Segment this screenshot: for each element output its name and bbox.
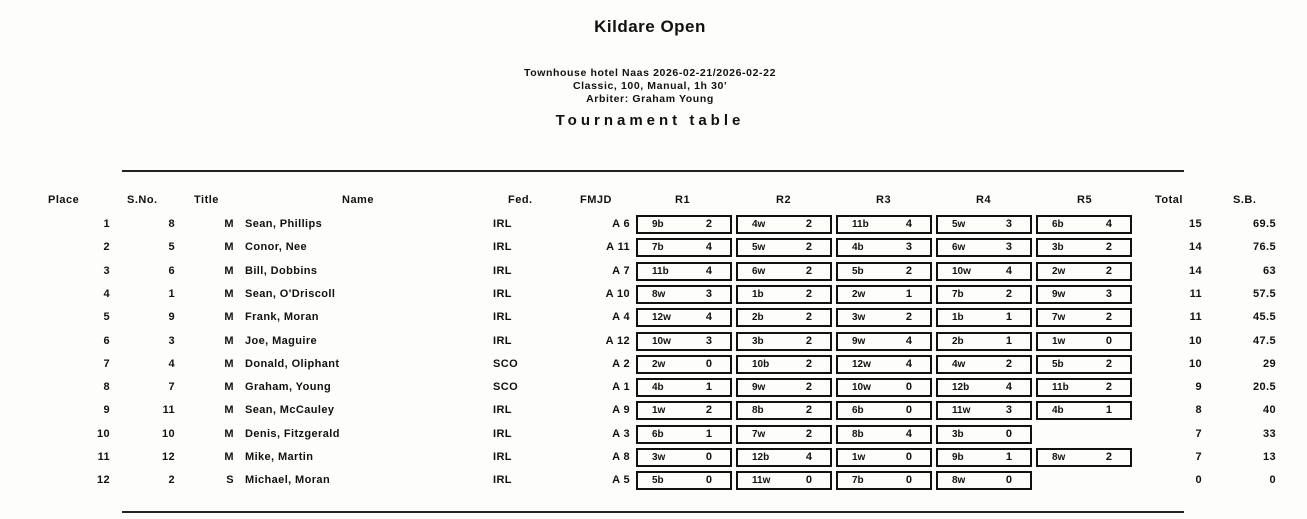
round-opponent: 10w <box>652 335 671 347</box>
fmjd-cell: A 1 <box>612 381 630 394</box>
round-points: 4 <box>905 334 912 347</box>
round-result <box>836 332 932 351</box>
round-result <box>1036 332 1132 351</box>
fmjd-cell: A 2 <box>612 357 630 370</box>
round-points: 3 <box>705 334 712 347</box>
place-cell: 10 <box>96 427 110 440</box>
round-opponent: 2b <box>752 312 764 324</box>
sno-cell: 11 <box>162 404 175 417</box>
round-points: 3 <box>1005 404 1012 417</box>
sb-cell: 69.5 <box>1252 218 1276 230</box>
round-points: 2 <box>905 264 912 277</box>
fmjd-cell: A 9 <box>612 404 630 417</box>
total-cell: 8 <box>1195 404 1202 417</box>
round-result <box>736 471 832 490</box>
round-points: 0 <box>1105 334 1112 347</box>
round-points: 4 <box>905 357 912 370</box>
round-opponent: 1b <box>952 312 964 324</box>
place-cell: 9 <box>103 404 110 417</box>
federation-cell: IRL <box>493 427 512 440</box>
sno-cell: 8 <box>168 218 175 230</box>
round-result <box>636 378 732 397</box>
round-opponent: 8w <box>1052 452 1066 463</box>
sb-cell: 20.5 <box>1252 381 1276 394</box>
sno-cell: 7 <box>168 381 175 394</box>
total-cell: 7 <box>1195 427 1202 440</box>
total-cell: 9 <box>1195 381 1202 394</box>
round-result <box>736 215 832 234</box>
round-result <box>836 355 932 374</box>
round-points: 2 <box>805 334 812 347</box>
round-result <box>1036 448 1132 467</box>
round-opponent: 12b <box>952 382 970 394</box>
total-cell: 11 <box>1189 311 1202 324</box>
round-points: 2 <box>805 241 812 254</box>
round-result <box>936 448 1032 467</box>
round-opponent: 8w <box>952 475 966 487</box>
round-result <box>636 215 732 234</box>
round-result <box>936 425 1032 444</box>
title-cell: M <box>224 381 234 394</box>
round-result <box>836 238 932 257</box>
round-opponent: 3b <box>952 428 964 440</box>
round-opponent: 7b <box>952 288 964 300</box>
round-result <box>936 285 1032 304</box>
round-points: 4 <box>1005 381 1012 394</box>
round-points: 1 <box>705 381 712 394</box>
sno-cell: 2 <box>168 474 175 487</box>
federation-cell: IRL <box>493 311 512 324</box>
bottom-rule <box>122 511 1184 513</box>
round-opponent: 5w <box>752 242 766 254</box>
round-points: 4 <box>905 427 912 440</box>
fmjd-cell: A 8 <box>612 451 630 463</box>
total-cell: 7 <box>1195 451 1202 463</box>
round-opponent: 4b <box>652 382 664 394</box>
round-opponent: 6b <box>1052 219 1064 230</box>
round-points: 2 <box>805 381 812 394</box>
round-result <box>936 238 1032 257</box>
round-opponent: 9w <box>1052 288 1066 300</box>
total-cell: 0 <box>1195 474 1202 487</box>
sb-cell: 45.5 <box>1252 311 1276 324</box>
header-fmjd: FMJD <box>580 194 612 206</box>
round-opponent: 11b <box>852 219 869 230</box>
place-cell: 12 <box>96 474 110 487</box>
round-opponent: 2b <box>952 335 964 347</box>
round-points: 3 <box>1005 218 1012 230</box>
round-result <box>736 425 832 444</box>
sno-cell: 12 <box>161 451 175 463</box>
round-opponent: 6w <box>752 265 766 277</box>
round-points: 1 <box>1105 404 1112 417</box>
player-name: Graham, Young <box>245 381 332 394</box>
title-cell: M <box>224 404 234 417</box>
round-points: 0 <box>705 357 712 370</box>
round-opponent: 3w <box>652 452 666 463</box>
sb-cell: 63 <box>1262 264 1276 277</box>
round-opponent: 1w <box>652 405 666 417</box>
sno-cell: 4 <box>168 357 175 370</box>
place-cell: 5 <box>103 311 110 324</box>
total-cell: 11 <box>1189 287 1202 300</box>
round-opponent: 10w <box>952 265 971 277</box>
round-points: 0 <box>1005 427 1012 440</box>
round-result <box>936 308 1032 327</box>
place-cell: 8 <box>103 381 110 394</box>
round-points: 2 <box>805 264 812 277</box>
round-opponent: 8w <box>652 288 666 300</box>
round-points: 0 <box>905 474 912 487</box>
round-opponent: 5b <box>1052 358 1064 370</box>
federation-cell: SCO <box>493 381 519 394</box>
round-points: 3 <box>1005 241 1012 254</box>
round-points: 2 <box>1005 287 1012 300</box>
place-cell: 6 <box>103 334 110 347</box>
round-result <box>836 215 932 234</box>
round-opponent: 3b <box>752 335 764 347</box>
round-opponent: 4b <box>852 242 864 254</box>
round-opponent: 6w <box>952 242 966 254</box>
round-result <box>836 471 932 490</box>
round-result <box>1036 308 1132 327</box>
round-result <box>836 401 932 420</box>
round-result <box>736 355 832 374</box>
round-points: 4 <box>705 264 712 277</box>
arbiter-line: Arbiter: Graham Young <box>586 93 714 105</box>
round-points: 2 <box>805 287 812 300</box>
federation-cell: IRL <box>493 241 512 254</box>
round-result <box>636 471 732 490</box>
round-opponent: 5b <box>852 265 864 277</box>
round-opponent: 11b <box>652 265 669 277</box>
round-result <box>1036 262 1132 281</box>
sb-cell: 76.5 <box>1252 241 1276 254</box>
round-result <box>636 355 732 374</box>
top-rule <box>122 170 1184 172</box>
round-result <box>1036 378 1132 397</box>
player-name: Donald, Oliphant <box>245 357 340 370</box>
round-points: 0 <box>705 451 712 463</box>
round-points: 2 <box>1105 381 1112 394</box>
header-r3: R3 <box>876 194 892 206</box>
round-points: 3 <box>1105 287 1112 300</box>
federation-cell: IRL <box>493 287 512 300</box>
player-name: Bill, Dobbins <box>245 264 318 277</box>
federation-cell: IRL <box>493 474 512 487</box>
total-cell: 10 <box>1188 357 1202 370</box>
place-cell: 1 <box>103 218 110 230</box>
header-total: Total <box>1155 194 1183 206</box>
player-name: Conor, Nee <box>245 241 308 254</box>
round-points: 1 <box>1005 334 1012 347</box>
place-cell: 3 <box>103 264 110 277</box>
player-name: Sean, McCauley <box>245 404 335 417</box>
fmjd-cell: A 3 <box>612 427 630 440</box>
title-cell: M <box>224 218 234 230</box>
round-result <box>836 262 932 281</box>
round-points: 2 <box>1105 357 1112 370</box>
title-cell: M <box>224 287 234 300</box>
total-cell: 10 <box>1188 334 1202 347</box>
round-result <box>636 448 732 467</box>
header-r4: R4 <box>976 194 992 206</box>
round-result <box>736 285 832 304</box>
round-opponent: 4w <box>952 358 966 370</box>
fmjd-cell: A 7 <box>612 264 630 277</box>
round-result <box>736 332 832 351</box>
fmjd-cell: A 4 <box>612 311 630 324</box>
header-sb: S.B. <box>1233 194 1257 206</box>
round-opponent: 12w <box>652 312 671 324</box>
round-points: 2 <box>1105 451 1112 463</box>
header-r2: R2 <box>776 194 792 206</box>
round-points: 4 <box>705 311 712 324</box>
round-points: 2 <box>705 404 712 417</box>
round-points: 0 <box>905 451 912 463</box>
title-cell: M <box>224 451 234 463</box>
round-result <box>636 262 732 281</box>
round-result <box>1036 215 1132 234</box>
round-result <box>836 378 932 397</box>
federation-cell: IRL <box>493 404 512 417</box>
federation-cell: IRL <box>493 334 512 347</box>
round-opponent: 6b <box>652 428 664 440</box>
venue-line: Townhouse hotel Naas 2026-02-21/2026-02-22 <box>523 67 777 79</box>
round-opponent: 9w <box>752 382 766 394</box>
round-points: 4 <box>1105 218 1112 230</box>
round-points: 1 <box>1005 311 1012 324</box>
header-name: Name <box>342 194 374 206</box>
title-cell: M <box>224 264 234 277</box>
round-opponent: 10b <box>752 358 770 370</box>
round-opponent: 2w <box>1052 265 1066 277</box>
round-result <box>736 448 832 467</box>
round-points: 2 <box>1005 357 1012 370</box>
fmjd-cell: A 11 <box>606 241 630 254</box>
format-line: Classic, 100, Manual, 1h 30' <box>572 80 728 92</box>
round-points: 0 <box>705 474 712 487</box>
round-opponent: 7b <box>852 475 864 487</box>
total-cell: 14 <box>1188 241 1202 254</box>
sno-cell: 3 <box>168 334 175 347</box>
round-opponent: 1w <box>852 452 866 463</box>
round-result <box>636 401 732 420</box>
player-name: Frank, Moran <box>245 311 319 324</box>
title-cell: M <box>224 334 234 347</box>
header-r5: R5 <box>1077 194 1093 206</box>
round-result <box>836 308 932 327</box>
round-points: 2 <box>805 311 812 324</box>
round-points: 0 <box>905 404 912 417</box>
round-points: 1 <box>905 287 912 300</box>
round-result <box>936 332 1032 351</box>
sb-cell: 29 <box>1262 357 1276 370</box>
round-result <box>936 355 1032 374</box>
round-opponent: 6b <box>852 405 864 417</box>
round-result <box>736 238 832 257</box>
sno-cell: 9 <box>168 311 175 324</box>
player-name: Denis, Fitzgerald <box>245 427 340 440</box>
sno-cell: 10 <box>161 427 175 440</box>
round-points: 4 <box>1005 264 1012 277</box>
sb-cell: 0 <box>1269 474 1276 487</box>
title-cell: M <box>224 357 234 370</box>
fmjd-cell: A 6 <box>612 218 630 230</box>
round-points: 1 <box>705 427 712 440</box>
federation-cell: IRL <box>493 264 512 277</box>
round-opponent: 5b <box>652 475 664 487</box>
header-r1: R1 <box>675 194 691 206</box>
round-result <box>1036 238 1132 257</box>
federation-cell: IRL <box>493 218 512 230</box>
round-opponent: 7w <box>752 428 766 440</box>
round-points: 3 <box>905 241 912 254</box>
sb-cell: 40 <box>1262 404 1276 417</box>
round-opponent: 1b <box>752 288 764 300</box>
round-opponent: 3b <box>1052 242 1064 254</box>
round-result <box>836 285 932 304</box>
round-opponent: 4w <box>752 219 766 230</box>
round-points: 4 <box>705 241 712 254</box>
round-points: 2 <box>1105 311 1112 324</box>
header-title: Title <box>194 194 219 206</box>
round-points: 2 <box>805 357 812 370</box>
round-opponent: 9b <box>652 219 664 230</box>
federation-cell: SCO <box>493 357 519 370</box>
total-cell: 15 <box>1188 218 1202 230</box>
round-opponent: 2w <box>652 358 666 370</box>
round-points: 1 <box>1005 451 1012 463</box>
round-opponent: 12b <box>752 452 770 463</box>
round-result <box>936 215 1032 234</box>
round-opponent: 5w <box>952 219 966 230</box>
place-cell: 2 <box>103 241 110 254</box>
header-place: Place <box>48 194 80 206</box>
sno-cell: 5 <box>168 241 175 254</box>
round-result <box>736 378 832 397</box>
federation-cell: IRL <box>493 451 512 463</box>
round-points: 0 <box>905 381 912 394</box>
fmjd-cell: A 10 <box>605 287 630 300</box>
round-points: 2 <box>1105 241 1112 254</box>
player-name: Sean, O'Driscoll <box>245 287 336 300</box>
round-points: 2 <box>705 218 712 230</box>
round-result <box>736 308 832 327</box>
sno-cell: 6 <box>168 264 175 277</box>
player-name: Sean, Phillips <box>245 218 323 230</box>
table-title: Tournament table <box>555 112 745 129</box>
round-points: 2 <box>805 218 812 230</box>
fmjd-cell: A 12 <box>605 334 630 347</box>
round-points: 3 <box>705 287 712 300</box>
round-opponent: 8b <box>752 405 764 417</box>
round-result <box>636 332 732 351</box>
round-result <box>636 308 732 327</box>
player-name: Joe, Maguire <box>245 334 318 347</box>
round-opponent: 2w <box>852 288 866 300</box>
round-points: 2 <box>905 311 912 324</box>
total-cell: 14 <box>1188 264 1202 277</box>
sb-cell: 57.5 <box>1252 287 1276 300</box>
player-name: Michael, Moran <box>245 474 331 487</box>
round-result <box>936 471 1032 490</box>
round-opponent: 12w <box>852 358 871 370</box>
round-opponent: 11w <box>752 475 771 487</box>
round-result <box>1036 401 1132 420</box>
round-opponent: 11b <box>1052 382 1069 394</box>
round-opponent: 9b <box>952 452 964 463</box>
round-opponent: 4b <box>1052 405 1064 417</box>
round-result <box>636 425 732 444</box>
round-result <box>736 262 832 281</box>
round-opponent: 7w <box>1052 312 1066 324</box>
round-result <box>636 238 732 257</box>
round-opponent: 9w <box>852 335 866 347</box>
title-cell: M <box>224 427 234 440</box>
round-points: 4 <box>905 218 912 230</box>
round-result <box>936 262 1032 281</box>
round-points: 0 <box>1005 474 1012 487</box>
round-points: 4 <box>805 451 812 463</box>
round-result <box>836 425 932 444</box>
round-points: 2 <box>1105 264 1112 277</box>
round-opponent: 7b <box>652 242 664 254</box>
tournament-title: Kildare Open <box>594 17 706 36</box>
title-cell: S <box>226 474 234 487</box>
round-opponent: 10w <box>852 382 871 394</box>
round-result <box>1036 355 1132 374</box>
header-sno: S.No. <box>127 194 158 206</box>
round-opponent: 11w <box>952 405 971 417</box>
round-points: 0 <box>805 474 812 487</box>
round-result <box>1036 285 1132 304</box>
sno-cell: 1 <box>168 287 175 300</box>
round-result <box>636 285 732 304</box>
round-result <box>736 401 832 420</box>
round-result <box>936 378 1032 397</box>
round-opponent: 3w <box>852 312 866 324</box>
place-cell: 11 <box>97 451 110 463</box>
fmjd-cell: A 5 <box>612 474 630 487</box>
sb-cell: 33 <box>1262 427 1276 440</box>
title-cell: M <box>224 311 234 324</box>
player-name: Mike, Martin <box>245 451 314 463</box>
place-cell: 7 <box>103 357 110 370</box>
title-cell: M <box>224 241 234 254</box>
round-result <box>936 401 1032 420</box>
place-cell: 4 <box>103 287 110 300</box>
sb-cell: 47.5 <box>1252 334 1276 347</box>
round-points: 2 <box>805 404 812 417</box>
round-opponent: 1w <box>1052 335 1066 347</box>
round-result <box>836 448 932 467</box>
header-fed: Fed. <box>508 194 533 206</box>
sb-cell: 13 <box>1262 451 1276 463</box>
round-points: 2 <box>805 427 812 440</box>
round-opponent: 8b <box>852 428 864 440</box>
